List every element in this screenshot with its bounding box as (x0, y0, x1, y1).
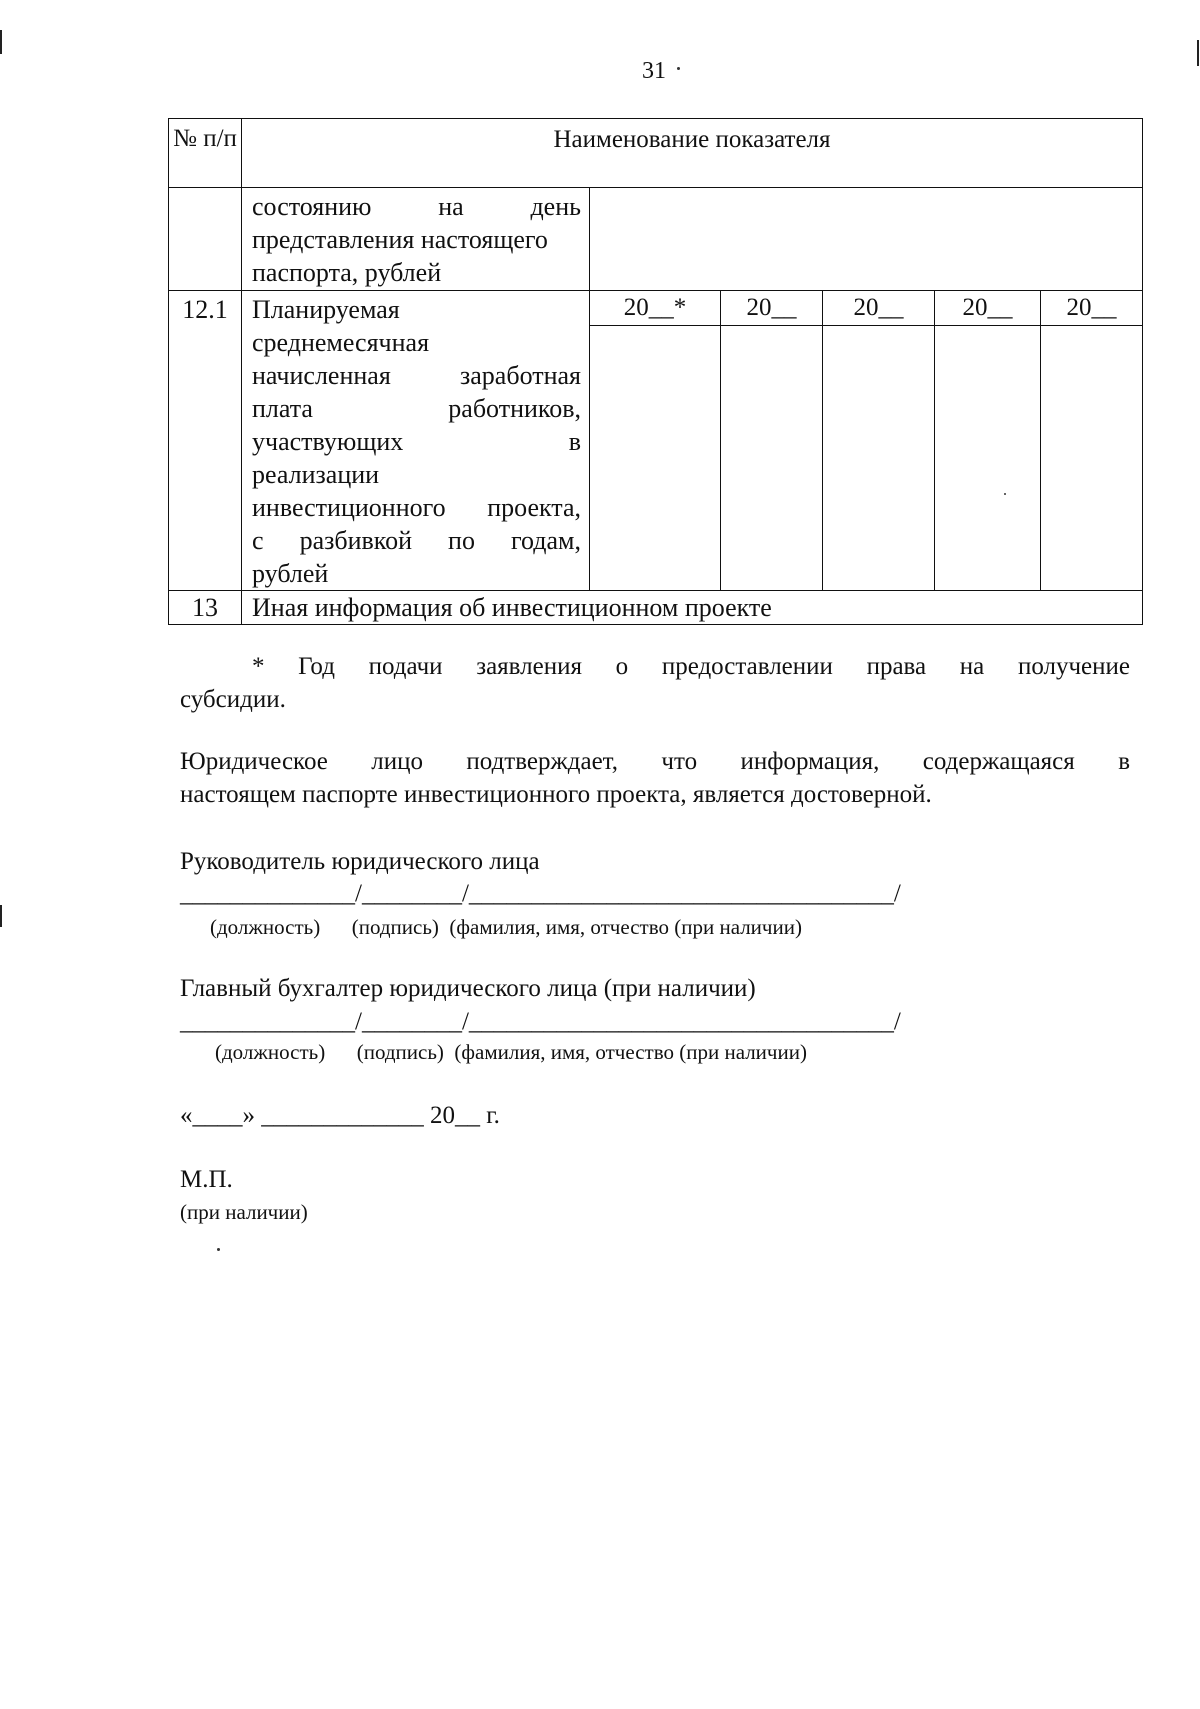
year-cell: 20__ (721, 291, 823, 326)
indicator-text-line: представления настоящего (252, 225, 548, 254)
indicator-text-line: состоянию на день (252, 192, 581, 221)
header-number-cell: № п/п (169, 119, 242, 188)
indicator-text-line: начисленная заработная (252, 361, 581, 390)
row-number-cell: 13 (169, 591, 242, 625)
indicator-name-cell (242, 291, 590, 591)
header-title-cell: Наименование показателя (242, 119, 1143, 188)
table-row (169, 291, 1143, 326)
indicator-text-line: Планируемая (252, 295, 400, 324)
indicator-text-line: инвестиционного проекта, (252, 493, 581, 522)
confirmation-line: настоящем паспорте инвестиционного проекта, является достоверной. (180, 781, 932, 808)
year-cell: 20__ (935, 291, 1041, 326)
scan-dot (217, 1248, 220, 1251)
indicator-text-line: с разбивкой по годам, (252, 526, 581, 555)
value-cell (721, 326, 823, 591)
scan-edge-mark (0, 30, 2, 54)
stamp-note: (при наличии) (180, 1200, 308, 1224)
footnote (180, 650, 1130, 716)
confirmation-line: Юридическое лицо подтверждает, что информация, содержащаяся в (180, 748, 1130, 775)
year-cell: 20__* (590, 291, 721, 326)
scan-edge-mark (1197, 40, 1199, 66)
accountant-signature-label: Главный бухгалтер юридического лица (при наличии) (180, 975, 756, 1002)
stamp-label: М.П. (180, 1166, 233, 1193)
footnote-line: субсидии. (180, 686, 286, 713)
indicator-text-line: рублей (252, 559, 329, 588)
value-cell (1041, 326, 1143, 591)
value-cell (590, 188, 1143, 291)
row-number-cell: 12.1 (169, 291, 242, 591)
accountant-signature-line: ______________/________/__________________________________/ (180, 1008, 901, 1035)
accountant-signature-caption: (должность) (подпись) (фамилия, имя, отчество (при наличии) (215, 1040, 807, 1064)
year-cell: 20__ (1041, 291, 1143, 326)
head-signature-label: Руководитель юридического лица (180, 848, 540, 875)
indicator-text-line: участвующих в (252, 427, 581, 456)
page-number: 31 (642, 58, 666, 84)
footnote-line: * Год подачи заявления о предоставлении права на получение (252, 653, 1130, 680)
value-cell (823, 326, 935, 591)
indicator-name-cell (242, 188, 590, 291)
table-row (169, 591, 1143, 625)
value-cell (590, 326, 721, 591)
indicator-text-line: паспорта, рублей (252, 258, 442, 287)
year-cell: 20__ (823, 291, 935, 326)
indicator-table (168, 118, 1143, 625)
scan-dot (677, 67, 680, 70)
value-cell (935, 326, 1041, 591)
indicator-text-line: реализации (252, 460, 380, 489)
head-signature-caption: (должность) (подпись) (фамилия, имя, отчество (при наличии) (210, 915, 802, 939)
head-signature-line: ______________/________/__________________________________/ (180, 880, 901, 907)
date-line: «____» _____________ 20__ г. (180, 1102, 500, 1129)
confirmation-paragraph (180, 745, 1130, 811)
indicator-name-cell: Иная информация об инвестиционном проекте (242, 591, 1143, 625)
table-header-row (169, 119, 1143, 188)
table-row (169, 188, 1143, 291)
scan-edge-mark (0, 905, 2, 927)
row-number-cell (169, 188, 242, 291)
indicator-text-line: среднемесячная (252, 328, 430, 357)
indicator-text-line: плата работников, (252, 394, 581, 423)
scan-dot (1004, 493, 1006, 495)
